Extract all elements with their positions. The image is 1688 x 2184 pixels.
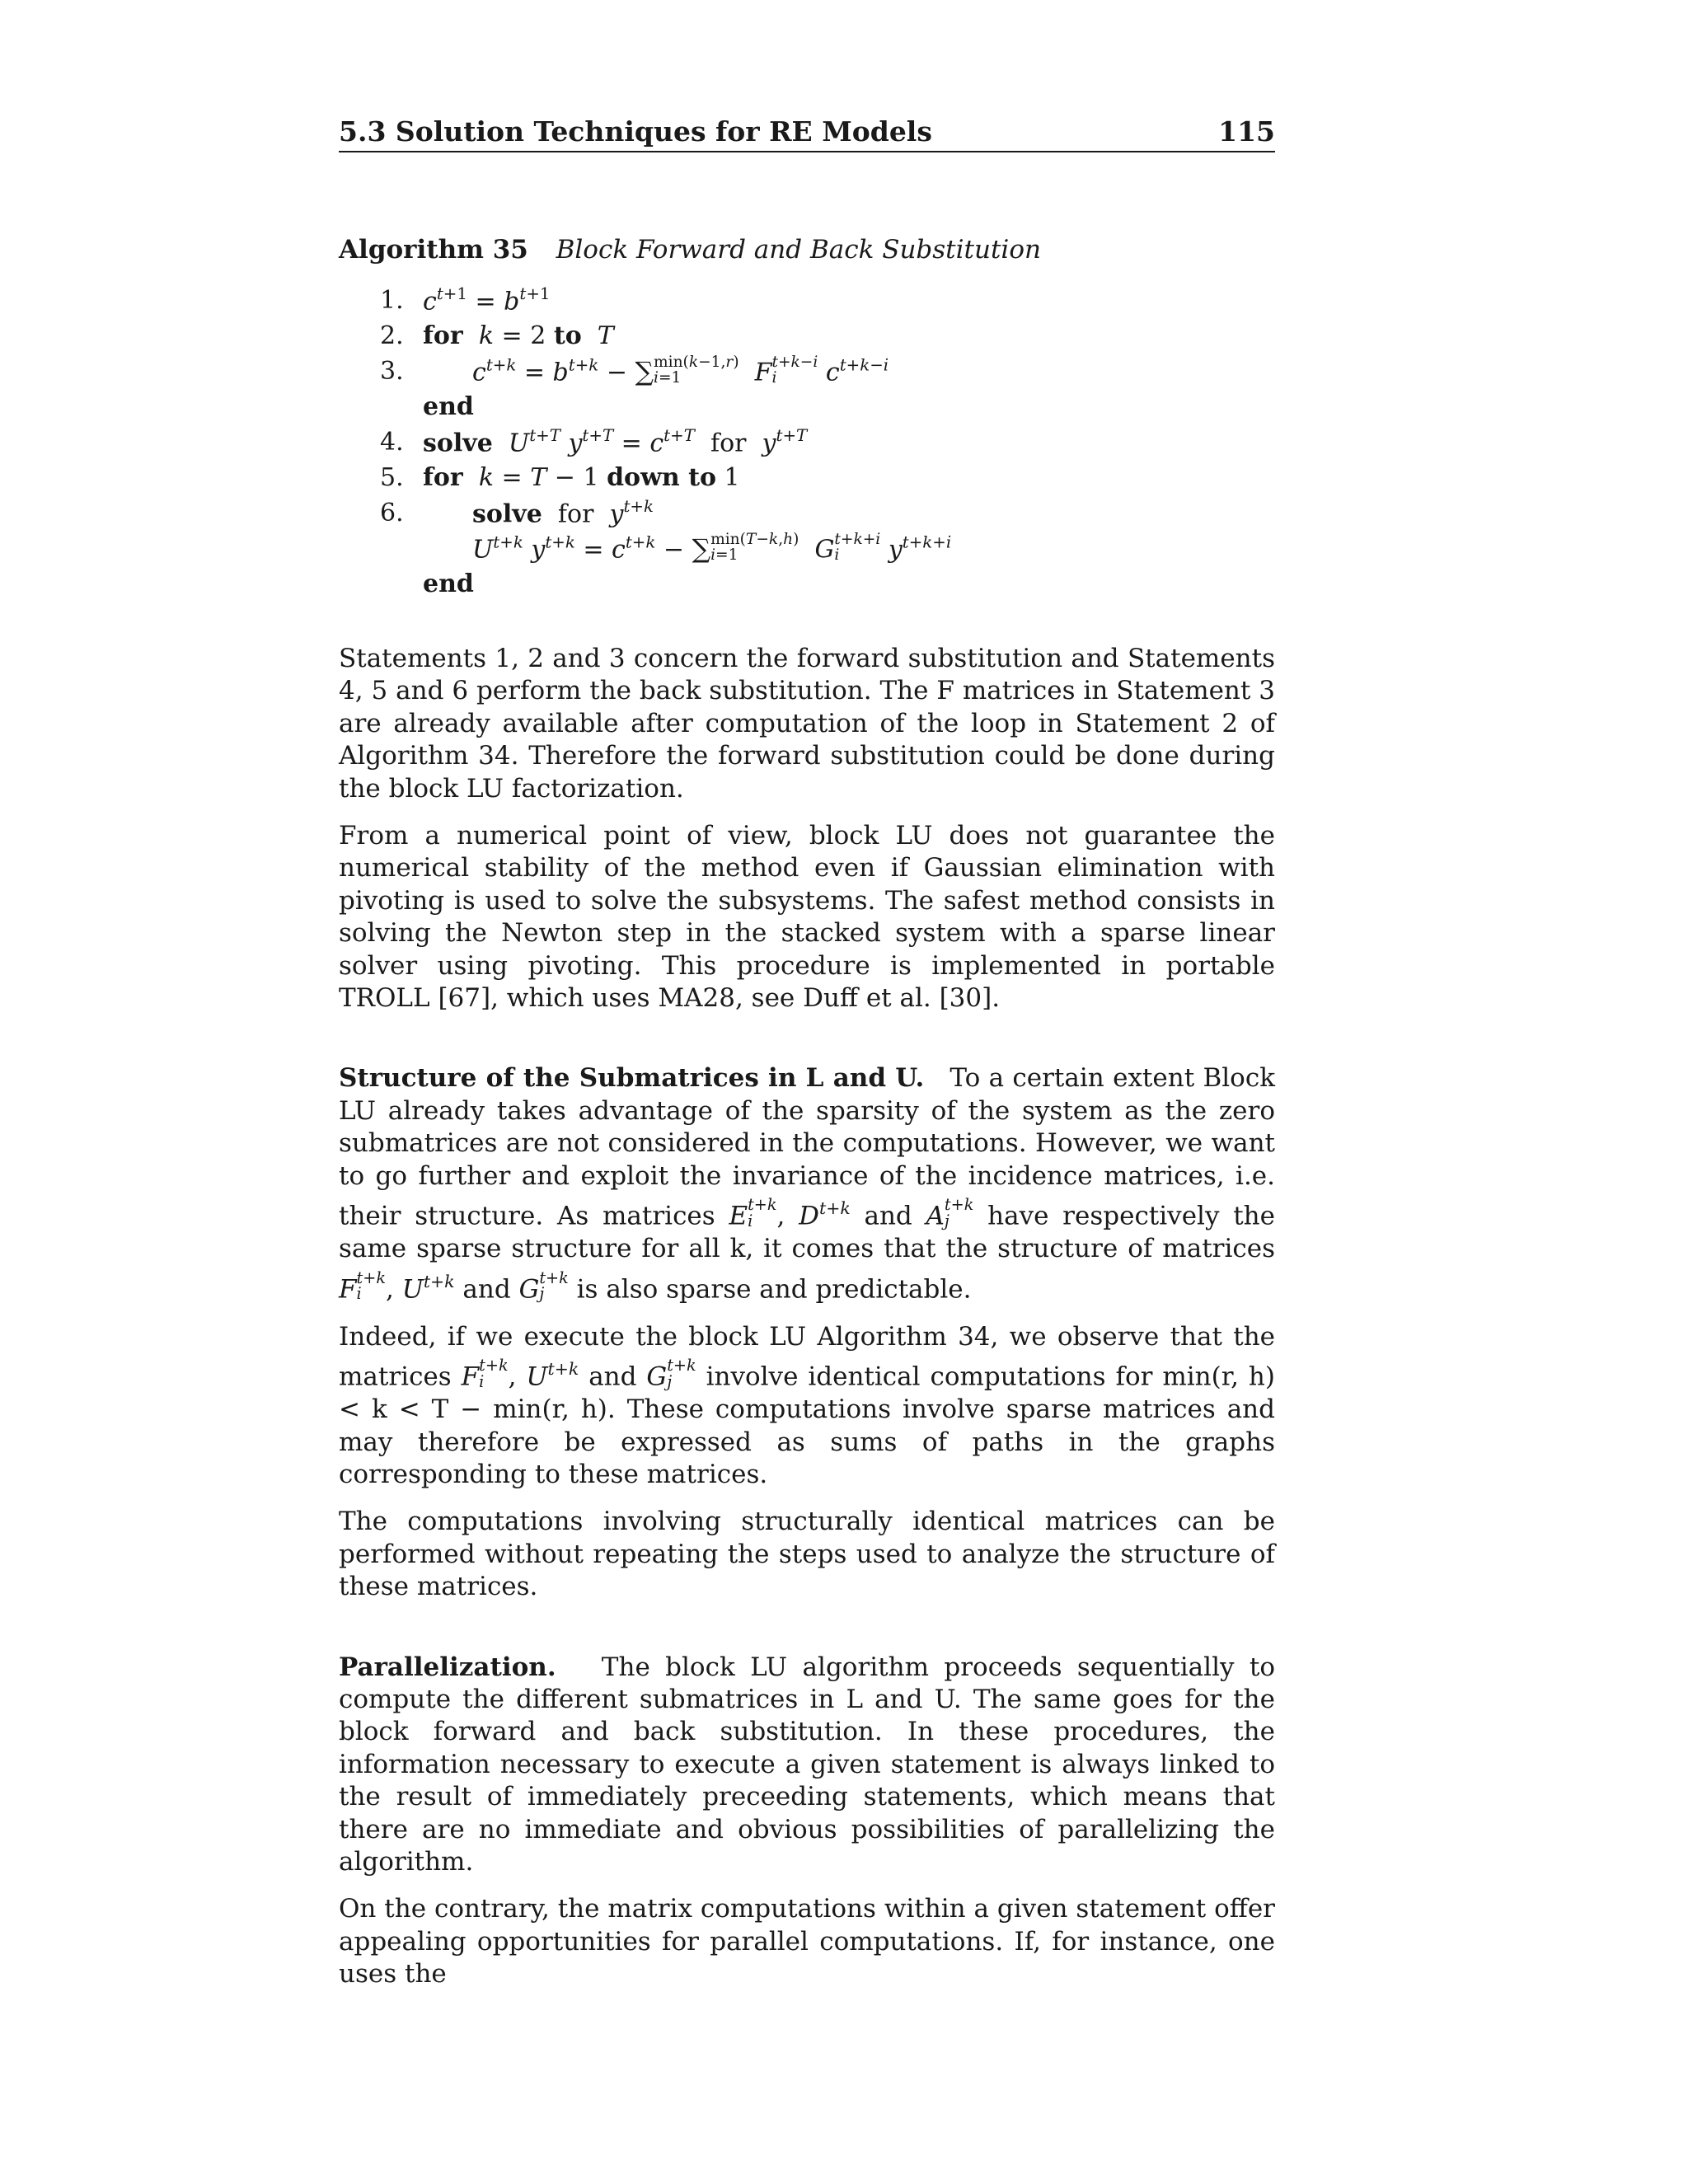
formula: $c^{t+k} = b^{t+k}$ − ∑ min(k−1,r) i=1 F t+k−i i $c^{t+k-i}$ [472, 354, 889, 387]
section-title: 5.3 Solution Techniques for RE Models [339, 115, 932, 148]
algorithm-body [380, 283, 1275, 602]
algorithm-line-2: 2. for k = 2 to T [380, 321, 614, 350]
page [339, 115, 1275, 1991]
algorithm-line-6: 6. solve for $y^{t+k}$ [380, 497, 654, 529]
algorithm-line-3: 3. $c^{t+k} = b^{t+k}$ − ∑ min(k−1,r) i=1 F t+k−i i $c^{t+k-i}$ [380, 354, 889, 387]
paragraph-substitution: Statements 1, 2 and 3 concern the forward substitution and Statements 4, 5 and 6 perform the back substitution. The F matrices in Statement 3 are already available after computation of the loop in Statement 2 of Algorithm 34. Therefore the forward substitution could be done during the block LU factorization. [339, 644, 1275, 804]
section-heading-parallelization: Parallelization. [339, 1652, 556, 1682]
section-heading-structure: Structure of the Submatrices in L and U. [339, 1063, 925, 1094]
running-head [339, 115, 1275, 152]
algorithm-line-5: 5. for k = T − 1 down to 1 [380, 463, 740, 492]
algorithm-line-1: 1. $c^{t+1} = b^{t+1}$ [380, 284, 551, 316]
paragraph-structural-identical: The computations involving structurally identical matrices can be performed without repeating the steps used to analyze the structure of these matrices. [339, 1507, 1275, 1602]
algorithm-line-4: 4. solve $U^{t+T}$ $y^{t+T} = c^{t+T}$ for $y^{t+T}$ [380, 426, 808, 458]
algorithm-label: Algorithm 35 [339, 235, 528, 265]
formula: $U^{t+k}$ $y^{t+k} = c^{t+k}$ − ∑ min(T−k,h) i=1 G t+k+i i $y^{t+k+i}$ [472, 531, 952, 565]
paragraph-parallel-opportunities: On the contrary, the matrix computations within a given statement offer appealing opportunities for parallel computations. If, for instance, one uses the [339, 1894, 1275, 1990]
algorithm-line-end-2: end [423, 569, 474, 598]
paragraph-identical-computations: Indeed, if we execute the block LU Algorithm 34, we observe that the matrices F t+k i , $U^{t+k}$ and G t+k j involve identical computations for min(r, h) < k < T − min(r, h). These computations involve sparse matrices and may therefore be expressed as sums of paths in the graphs corresponding to these matrices. [339, 1321, 1275, 1489]
section-structure: Structure of the Submatrices in L and U. To a certain extent Block LU already takes advantage of the sparsity of the system as the zero submatrices are not considered in the computations. However, we want to go further and exploit the invariance of the incidence matrices, i.e. their structure. As matrices E t+k i , $D^{t+k}$ and A t+k j have respectively the same sparse structure for all k, it comes that the structure of matrices F t+k i , $U^{t+k}$ and G t+k j is also sparse and predictable. [339, 1063, 1275, 1305]
section-parallelization: Parallelization. The block LU algorithm proceeds sequentially to compute the different submatrices in L and U. The same goes for the block forward and back substitution. In these procedures, the information necessary to execute a given statement is always linked to the result of immediately preceeding statements, which means that there are no immediate and obvious possibilities of parallelizing the algorithm. [339, 1652, 1276, 1877]
algorithm-line-6-formula [380, 531, 1275, 566]
algorithm-title: Block Forward and Back Substitution [556, 235, 1041, 265]
algorithm-line-end-1: end [423, 392, 474, 421]
page-number: 115 [1218, 115, 1275, 148]
formula: $c^{t+1} = b^{t+1}$ [423, 284, 551, 316]
algorithm-heading [339, 235, 1275, 265]
paragraph-numerical-stability: From a numerical point of view, block LU does not guarantee the numerical stability of the method even if Gaussian elimination with pivoting is used to solve the subsystems. The safest method consists in solving the Newton step in the stacked system with a sparse linear solver using pivoting. This procedure is implemented in portable TROLL [67], which uses MA28, see Duff et al. [30]. [339, 821, 1275, 1014]
